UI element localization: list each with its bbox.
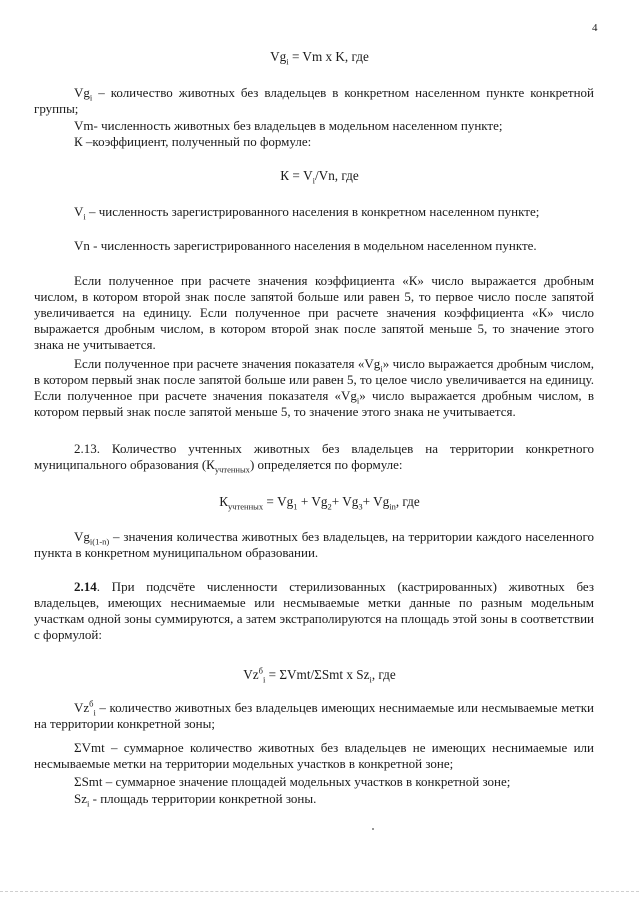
page-number: 4: [592, 22, 598, 34]
formula-vgi: $Vg_i = Vm$ x K, где: [270, 49, 369, 67]
definition-vzb: $Vz^б_i$ – количество животных без владельцев имеющих неснимаемые или несмываемые метки на территории конкретной зоны;: [34, 698, 594, 731]
definition-sum-smt: ΣSmt – суммарное значение площадей модельных участков в конкретной зоне;: [74, 774, 511, 789]
section-number: 2.14: [74, 579, 97, 594]
definition-k: К –коэффициент, полученный по формуле:: [74, 134, 312, 149]
scan-bottom-edge: [0, 891, 639, 892]
definition-szi: $Sz_i$ - площадь территории конкретной зоны.: [74, 791, 317, 809]
definition-vn: Vn - численность зарегистрированного населения в модельном населенном пункте.: [74, 238, 537, 253]
paragraph-2-14: 2.14. При подсчёте численности стерилизованных (кастрированных) животных без владельцев, имеющих неснимаемые или несмываемые метки данные по разным модельным участкам одной зоны суммируются, а затем экстраполируются на площадь этой зоны в соответствии с формулой:: [34, 579, 594, 642]
definition-vgi-1-n: $Vg_{i(1-n)}$ – значения количества животных без владельцев, на территории каждого населенного пункта в конкретном муниципальном образовании.: [34, 529, 594, 560]
definition-vm: Vm- численность животных без владельцев в модельном населенном пункте;: [74, 118, 503, 133]
formula-k-counted: $К_{учтенных} = Vg_1 + Vg_2+ Vg_3+ Vg_{in}$, где: [219, 494, 420, 512]
paragraph-coefficient-k: Если полученное при расчете значения коэффициента «К» число выражается дробным числом, в котором второй знак после запятой больше или равен 5, то первое число после запятой увеличивается на единицу. Если полученное при расчете значения коэффициента «К» число выражается дробным числом, в котором второй знак после запятой меньше 5, то значение этого знака не учитывается.: [34, 273, 594, 352]
scan-speck: [372, 828, 374, 830]
formula-k: $К = V_i/Vn$, где: [280, 168, 359, 186]
definition-vgi: $Vg_i$ – количество животных без владельцев в конкретном населенном пункте конкретной группы;: [34, 85, 594, 116]
formula-vzb: $Vz^б_i = \Sigma Vmt/\Sigma Smt$ x $Sz_i$, где: [243, 665, 396, 685]
paragraph-vgi-rounding: Если полученное при расчете значения показателя «$Vg_i$» число выражается дробным числом, в котором первый знак после запятой больше или равен 5, то целое число увеличивается на единицу. Если полученное при расчете значения показателя «$Vg_i$» число выражается дробным числом, в котором первый знак после запятой меньше 5, то значение этого знака не учитывается.: [34, 356, 594, 419]
definition-sum-vmt: ΣVmt – суммарное количество животных без владельцев не имеющих неснимаемые или несмываемые метки на территории модельных участков в конкретной зоне;: [34, 740, 594, 771]
definition-vi: $V_i$ – численность зарегистрированного населения в конкретном населенном пункте;: [74, 204, 540, 222]
paragraph-2-13: 2.13. Количество учтенных животных без владельцев на территории конкретного муниципального образования $(К_{учтенных})$ определяется по формуле:: [34, 441, 594, 475]
